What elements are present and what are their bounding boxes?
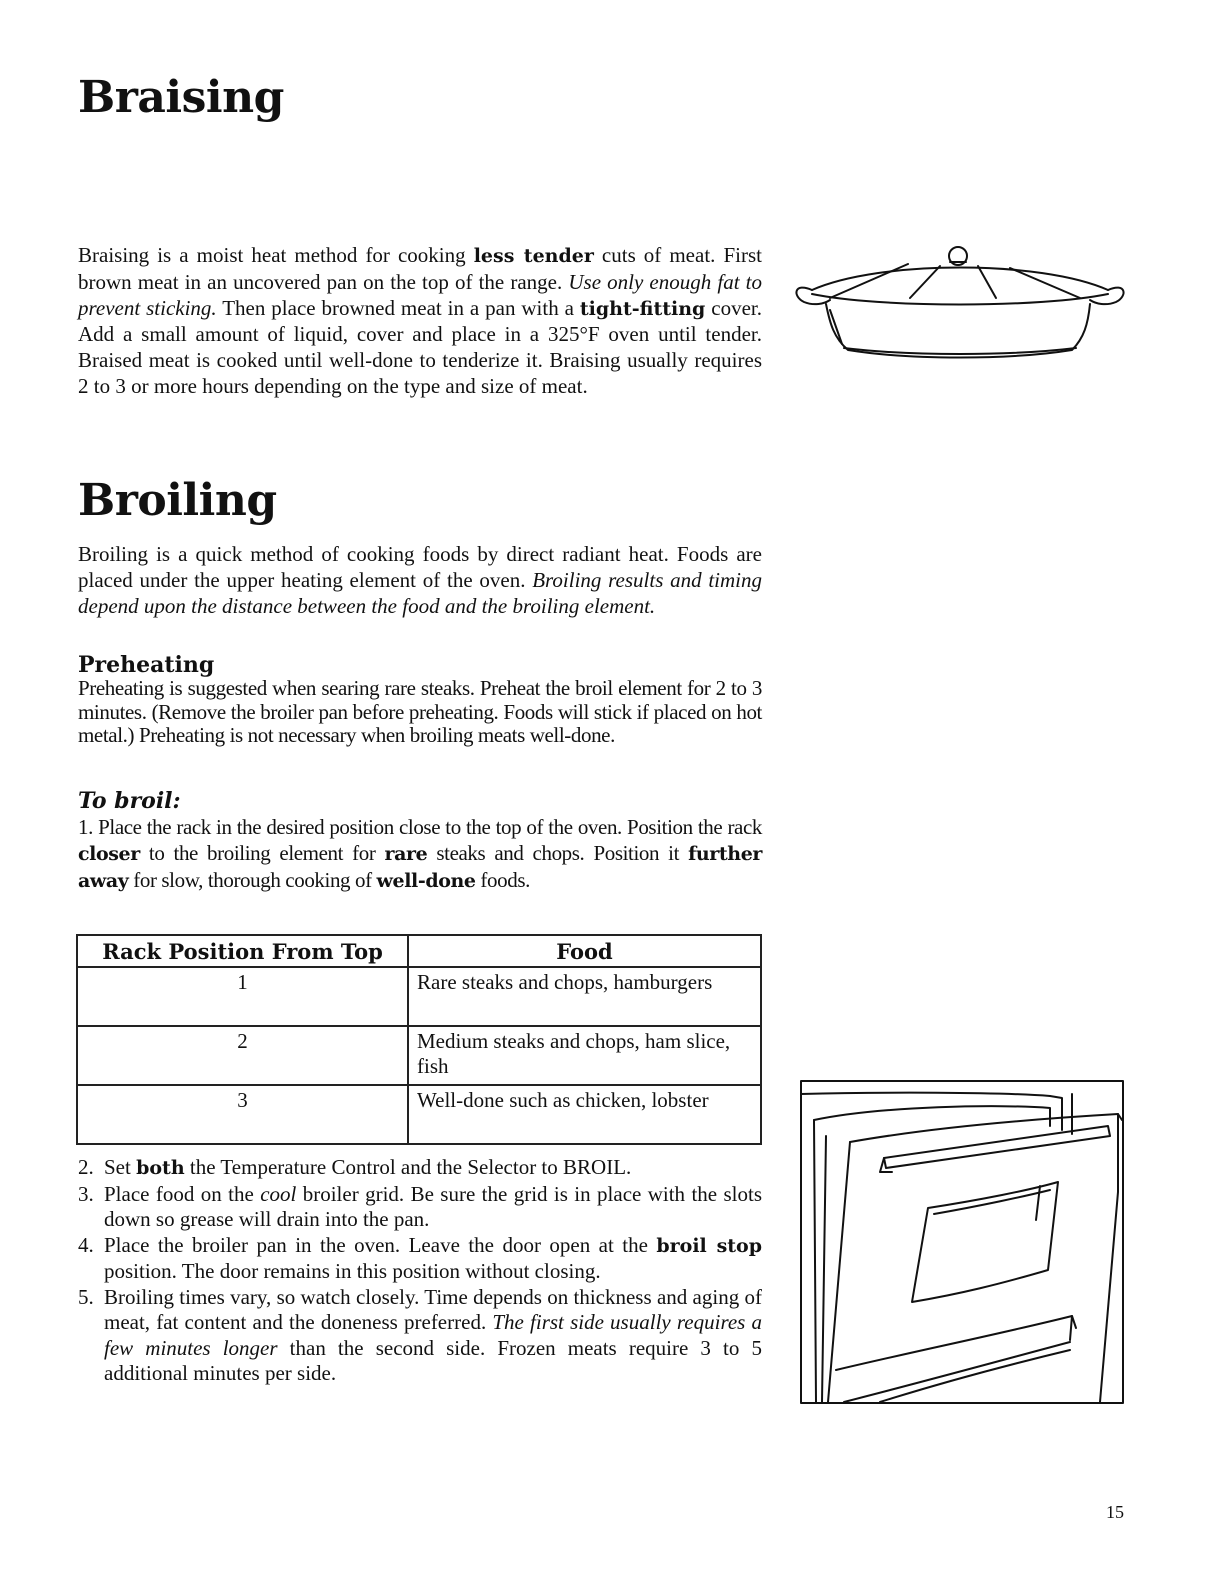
broiling-title: Broiling (78, 475, 277, 526)
table-header-rack-position: Rack Position From Top (77, 935, 408, 967)
to-broil-heading: To broil: (78, 788, 181, 814)
food-cell: Well-done such as chicken, lobster (408, 1085, 761, 1144)
rack-position-cell: 1 (77, 967, 408, 1026)
step-5: 5. Broiling times vary, so watch closely. Time depends on thickness and aging of meat, fat content and the doneness preferred. The first side usually requires a few minutes longer than the second side. Frozen meats require 3 to 5 additional minutes per side. (78, 1284, 763, 1385)
food-cell: Rare steaks and chops, hamburgers (408, 967, 761, 1026)
step-3: 3. Place food on the cool broiler grid. Be sure the grid is in place with the slots down so grease will drain into the pan. (78, 1181, 762, 1231)
preheating-paragraph: Preheating is suggested when searing rare steaks. Preheat the broil element for 2 to 3 minutes. (Remove the broiler pan before preheating. Foods will stick if placed on hot metal.) Preheating is not necessary when broiling meats well-done. (78, 676, 762, 747)
step-4: 4. Place the broiler pan in the oven. Leave the door open at the broil stop position. The door remains in this position without closing. (78, 1232, 763, 1283)
table-header-row (77, 935, 761, 967)
braising-paragraph: Braising is a moist heat method for cooking less tender cuts of meat. First brown meat in an uncovered pan on the top of the range. Use only enough fat to prevent sticking. Then place browned meat in a pan with a tight-fitting cover. Add a small amount of liquid, cover and place in a 325°F oven until tender. Braised meat is cooked until well-done to tenderize it. Braising usually requires 2 to 3 or more hours depending on the type and size of meat. (78, 243, 762, 398)
rack-position-cell: 3 (77, 1085, 408, 1144)
braising-title: Braising (78, 72, 284, 123)
broiling-intro: Broiling is a quick method of cooking foods by direct radiant heat. Foods are placed under the upper heating element of the oven. Broiling results and timing depend upon the distance between the food and the broiling element. (78, 542, 763, 618)
preheating-heading: Preheating (78, 652, 215, 678)
table-row (77, 1085, 761, 1144)
table-row (77, 967, 761, 1026)
step-1: 1. Place the rack in the desired position close to the top of the oven. Position the rack closer to the broiling element for rare steaks and chops. Position it further away for slow, thorough cooking of well-done foods. (78, 815, 762, 892)
step-2: 2. Set both the Temperature Control and the Selector to BROIL. (78, 1155, 632, 1179)
table-row (77, 1026, 761, 1085)
oven-door-broil-stop-icon (800, 1080, 1126, 1406)
rack-position-cell: 2 (77, 1026, 408, 1085)
broil-steps-list (78, 1155, 762, 1387)
page-number: 15 (1106, 1502, 1124, 1522)
food-cell: Medium steaks and chops, ham slice, fish (408, 1026, 761, 1085)
covered-roasting-pan-icon (790, 238, 1130, 366)
table-header-food: Food (408, 935, 761, 967)
rack-position-table (76, 934, 762, 1145)
